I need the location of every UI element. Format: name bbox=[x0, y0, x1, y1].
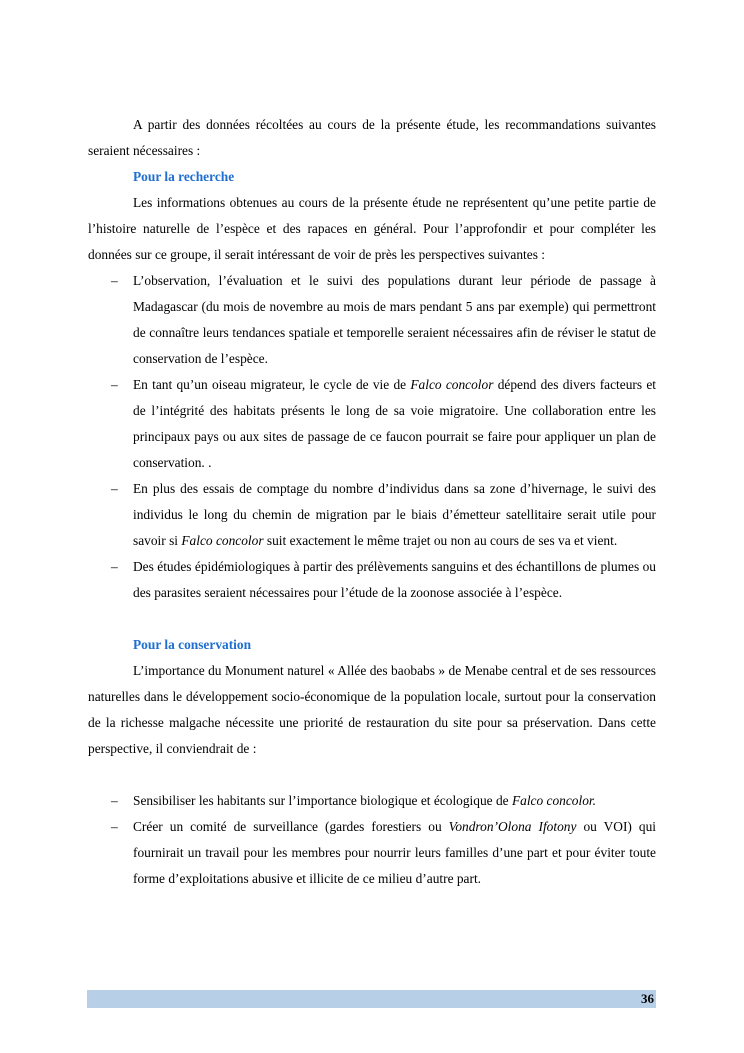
dash-bullet: – bbox=[111, 819, 118, 834]
page-number: 36 bbox=[641, 991, 654, 1006]
list-item bbox=[88, 372, 656, 476]
bullet-text: ou VOI) qui fournirait un travail pour les membres pour nourrir leurs familles d’une part et pour éviter toute forme d’exploitations abusive et illicite de ce milieu d’autre part. bbox=[133, 819, 657, 886]
list-item bbox=[88, 268, 656, 372]
list-item bbox=[88, 814, 656, 892]
footer-bar bbox=[87, 990, 656, 1008]
research-bullet-list bbox=[88, 268, 656, 606]
dash-bullet: – bbox=[111, 273, 118, 288]
bullet-text: suit exactement le même trajet ou non au cours de ses va et vient. bbox=[263, 533, 618, 548]
intro-paragraph: A partir des données récoltées au cours de la présente étude, les recommandations suivantes seraient nécessaires : bbox=[88, 117, 656, 158]
species-name: Falco concolor bbox=[181, 533, 264, 548]
dash-bullet: – bbox=[111, 793, 118, 808]
bullet-text: Créer un comité de surveillance (gardes forestiers ou bbox=[133, 819, 449, 834]
list-item bbox=[88, 788, 656, 814]
conservation-bullet-list bbox=[88, 788, 656, 892]
bullet-text: dépend des divers facteurs et de l’intégrité des habitats présents le long de sa voie migratoire. Une collaboration entre les principaux pays ou aux sites de passage de ce faucon pourrait se faire pour appliquer un plan de conservation. . bbox=[133, 377, 656, 470]
bullet-text: En plus des essais de comptage du nombre d’individus dans sa zone d’hivernage, le suivi des individus le long du chemin de migration par le biais d’émetteur satellitaire serait utile pour savoir si bbox=[133, 481, 656, 548]
conservation-heading: Pour la conservation bbox=[133, 637, 252, 652]
dash-bullet: – bbox=[111, 559, 118, 574]
species-name: Falco concolor. bbox=[511, 793, 596, 808]
document-page bbox=[88, 112, 656, 892]
dash-bullet: – bbox=[111, 377, 118, 392]
spacer bbox=[88, 762, 656, 788]
bullet-text: Des études épidémiologiques à partir des prélèvements sanguins et des échantillons de plumes ou des parasites seraient nécessaires pour l’étude de la zoonose associée à l’espèce. bbox=[133, 559, 656, 600]
species-name: Falco concolor bbox=[410, 377, 494, 392]
conservation-paragraph: L’importance du Monument naturel « Allée des baobabs » de Menabe central et de ses ressources naturelles dans le développement socio-économique de la population locale, surtout pour la conservation de la richesse malgache nécessite une priorité de restauration du site pour sa préservation. Dans cette perspective, il conviendrait de : bbox=[88, 663, 656, 756]
research-paragraph: Les informations obtenues au cours de la présente étude ne représentent qu’une petite partie de l’histoire naturelle de l’espèce et des rapaces en général. Pour l’approfondir et pour compléter les données sur ce groupe, il serait intéressant de voir de près les perspectives suivantes : bbox=[88, 195, 656, 262]
bullet-text: Sensibiliser les habitants sur l’importance biologique et écologique de bbox=[133, 793, 512, 808]
bullet-text: L’observation, l’évaluation et le suivi des populations durant leur période de passage à Madagascar (du mois de novembre au mois de mars pendant 5 ans par exemple) qui permettront de connaître leurs tendances spatiale et temporelle seraient nécessaires afin de réviser le statut de conservation de l’espèce. bbox=[133, 273, 656, 366]
list-item bbox=[88, 554, 656, 606]
bullet-text: En tant qu’un oiseau migrateur, le cycle de vie de bbox=[133, 377, 411, 392]
research-heading: Pour la recherche bbox=[133, 169, 235, 184]
organization-name: Vondron’Olona Ifotony bbox=[448, 819, 577, 834]
dash-bullet: – bbox=[111, 481, 118, 496]
spacer bbox=[88, 606, 656, 632]
list-item bbox=[88, 476, 656, 554]
